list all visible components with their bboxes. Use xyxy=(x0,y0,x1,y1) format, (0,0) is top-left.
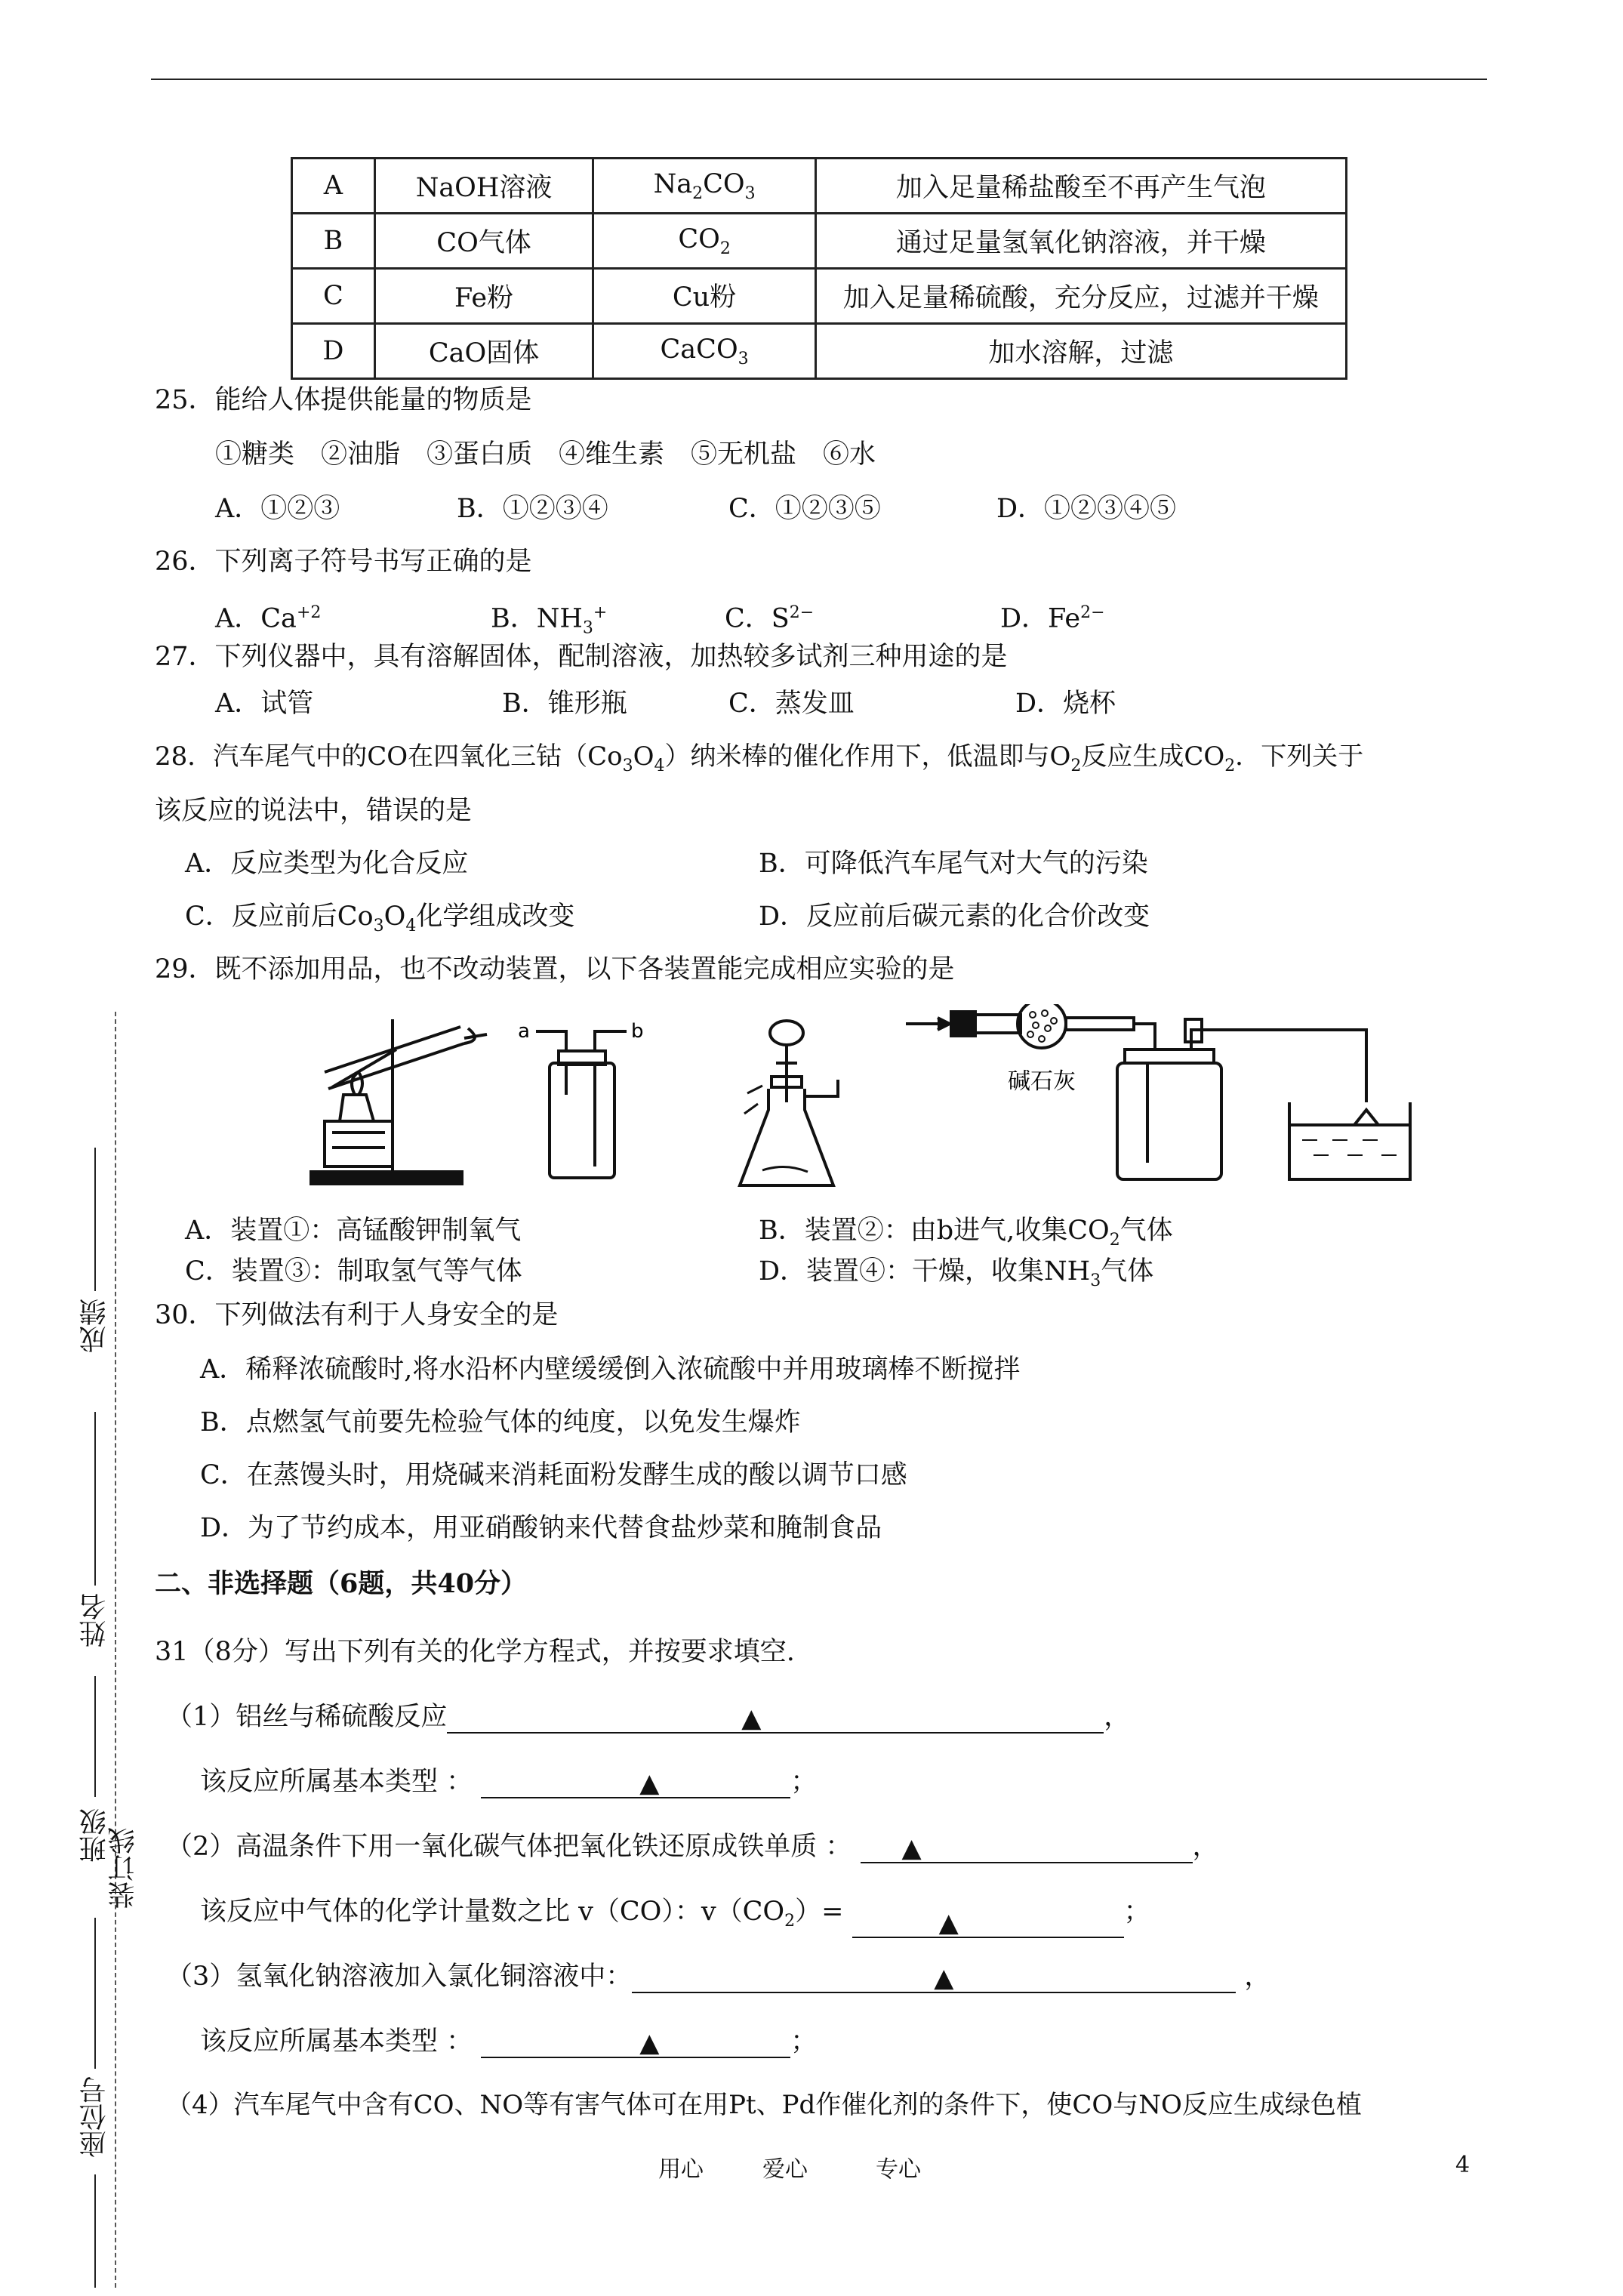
q31-part1-type-blank[interactable]: ▲ xyxy=(481,1768,790,1798)
q26-stem: 26．下列离子符号书写正确的是 xyxy=(155,547,532,577)
table-row xyxy=(292,269,1347,324)
q29-option-d: D．装置④：干燥，收集$NH_3$气体 xyxy=(759,1256,1154,1290)
substance-cell: Fe粉 xyxy=(374,269,593,324)
q27-option-d: D．烧杯 xyxy=(1015,689,1116,719)
row-label: D xyxy=(292,324,375,379)
q31-part1: （1）铝丝与稀硫酸反应 ▲ ， xyxy=(166,1702,1131,1734)
side-label-name: 姓名 xyxy=(79,1593,110,1647)
impurity-cell: $CO_2$ xyxy=(593,214,816,269)
name-line xyxy=(94,1412,96,1586)
table-row xyxy=(292,214,1347,269)
side-label-binding-line: 装订线 xyxy=(108,1827,139,1909)
q31-part3: （3）氢氧化钠溶液加入氯化铜溶液中： ▲ ， xyxy=(166,1962,1271,1993)
section-2-heading: 二、非选择题（6题，共40分） xyxy=(155,1568,528,1599)
row-label: C xyxy=(292,269,375,324)
q29-stem: 29．既不添加用品，也不改动装置，以下各装置能完成相应实验的是 xyxy=(155,954,955,985)
q30-option-d: D．为了节约成本，用亚硝酸钠来代替食盐炒菜和腌制食品 xyxy=(200,1513,882,1543)
footer-motto-3: 专心 xyxy=(876,2156,921,2183)
q31-part1-type: 该反应所属基本类型 ： ▲ ； xyxy=(200,1767,818,1798)
impurity-cell: Cu粉 xyxy=(593,269,816,324)
q28-option-a: A．反应类型为化合反应 xyxy=(185,849,469,879)
q26-option-b: B．$NH_3^+$ xyxy=(491,603,608,638)
q27-option-a: A．试管 xyxy=(215,689,314,719)
substance-cell: CO气体 xyxy=(374,214,593,269)
q30-option-a: A．稀释浓硫酸时,将水沿杯内壁缓缓倒入浓硫酸中并用玻璃棒不断搅拌 xyxy=(200,1354,1021,1385)
table-row xyxy=(292,159,1347,214)
apparatus-2 xyxy=(536,1031,627,1178)
label-a: a xyxy=(518,1020,530,1043)
method-cell: 加水溶解，过滤 xyxy=(815,324,1346,379)
q30-stem: 30．下列做法有利于人身安全的是 xyxy=(155,1300,559,1330)
seat-line-lower xyxy=(94,2174,96,2288)
class-line xyxy=(94,1676,96,1797)
q27-stem: 27．下列仪器中，具有溶解固体，配制溶液，加热较多试剂三种用途的是 xyxy=(155,642,1008,672)
q31-part2-ratio: 该反应中气体的化学计量数之比 v（CO）：$v(CO_2)=$ ▲ ； xyxy=(200,1897,1150,1938)
label-soda-lime: 碱石灰 xyxy=(1008,1068,1076,1095)
page-number: 4 xyxy=(1455,2152,1471,2178)
q26-option-c: C．$S^{2-}$ xyxy=(725,603,815,634)
q29-option-b: B．装置②：由b进气,收集$CO_2$气体 xyxy=(759,1216,1173,1250)
method-cell: 通过足量氢氧化钠溶液，并干燥 xyxy=(815,214,1346,269)
q26-option-a: A．$Ca^{+2}$ xyxy=(215,603,322,634)
side-label-seat: 座位号 xyxy=(79,2076,110,2158)
header-rule xyxy=(151,79,1487,80)
seat-line xyxy=(94,1918,96,2069)
impurity-cell: $Na_2CO_3$ xyxy=(593,159,816,214)
q31-part2-ratio-blank[interactable]: ▲ xyxy=(852,1908,1124,1938)
q25-option-a: A．①②③ xyxy=(215,494,340,524)
q27-option-b: B．锥形瓶 xyxy=(502,689,627,719)
row-label: A xyxy=(292,159,375,214)
label-b: b xyxy=(631,1020,644,1043)
impurity-cell: CaCO$_3$ xyxy=(593,324,816,379)
footer-motto-1: 用心 xyxy=(658,2156,704,2183)
q27-option-c: C．蒸发皿 xyxy=(728,689,855,719)
q25-stem: 25．能给人体提供能量的物质是 xyxy=(155,385,532,415)
q31-stem: 31（8分）写出下列有关的化学方程式，并按要求填空. xyxy=(155,1637,795,1667)
q30-option-c: C．在蒸馒头时，用烧碱来消耗面粉发酵生成的酸以调节口感 xyxy=(200,1460,907,1490)
method-cell: 加入足量稀盐酸至不再产生气泡 xyxy=(815,159,1346,214)
side-label-score: 成绩 xyxy=(79,1299,110,1353)
footer-motto-2: 爱心 xyxy=(762,2156,808,2183)
q29-option-c: C．装置③：制取氢气等气体 xyxy=(185,1256,522,1287)
q28-option-c: C．反应前后$Co_3O_4$化学组成改变 xyxy=(185,901,575,935)
substance-cell: CaO固体 xyxy=(374,324,593,379)
q29-option-a: A．装置①：高锰酸钾制氧气 xyxy=(185,1216,522,1246)
q29-apparatus-figure xyxy=(294,1004,1495,1231)
q31-part2-answer-blank[interactable]: ▲ xyxy=(861,1833,1193,1863)
q26-option-d: D．$Fe^{2-}$ xyxy=(1000,603,1105,634)
q31-part3-type-blank[interactable]: ▲ xyxy=(481,2028,790,2058)
binding-dashed-line xyxy=(115,1012,116,2288)
q31-part1-answer-blank[interactable]: ▲ xyxy=(447,1703,1104,1734)
score-line xyxy=(94,1148,96,1291)
q28-option-b: B．可降低汽车尾气对大气的污染 xyxy=(759,849,1148,879)
q25-items: ①糖类 ②油脂 ③蛋白质 ④维生素 ⑤无机盐 ⑥水 xyxy=(215,439,876,470)
q28-stem-line2: 该反应的说法中，错误的是 xyxy=(155,796,473,826)
q28-stem-line1: 28．汽车尾气中的CO在四氧化三钴$(Co_3O_4)$纳米棒的催化作用下，低温即与$O_2$反应生成$CO_2$．下列关于 xyxy=(155,741,1364,775)
q25-option-d: D．①②③④⑤ xyxy=(996,494,1177,524)
method-cell: 加入足量稀硫酸，充分反应，过滤并干燥 xyxy=(815,269,1346,324)
table-row xyxy=(292,324,1347,379)
row-label: B xyxy=(292,214,375,269)
side-label-class: 班级 xyxy=(79,1808,110,1863)
apparatus-3 xyxy=(740,1021,838,1185)
q30-option-b: B．点燃氢气前要先检验气体的纯度，以免发生爆炸 xyxy=(200,1407,801,1438)
apparatus-4 xyxy=(906,1004,1410,1179)
q31-part4: （4）汽车尾气中含有CO、NO等有害气体可在用Pt、Pd作催化剂的条件下，使CO与NO反应生成绿色植 xyxy=(166,2090,1362,2120)
q31-part2: （2）高温条件下用一氧化碳气体把氧化铁还原成铁单质 ： ▲ ， xyxy=(166,1832,1219,1863)
apparatus-1 xyxy=(311,1019,487,1184)
q28-option-d: D．反应前后碳元素的化合价改变 xyxy=(759,901,1150,932)
q25-option-c: C．①②③⑤ xyxy=(728,494,881,524)
substance-cell: NaOH溶液 xyxy=(374,159,593,214)
q25-option-b: B．①②③④ xyxy=(457,494,608,524)
options-table xyxy=(291,157,1347,380)
q31-part3-answer-blank[interactable]: ▲ xyxy=(632,1963,1236,1993)
q31-part3-type: 该反应所属基本类型 ： ▲ ； xyxy=(200,2026,818,2058)
